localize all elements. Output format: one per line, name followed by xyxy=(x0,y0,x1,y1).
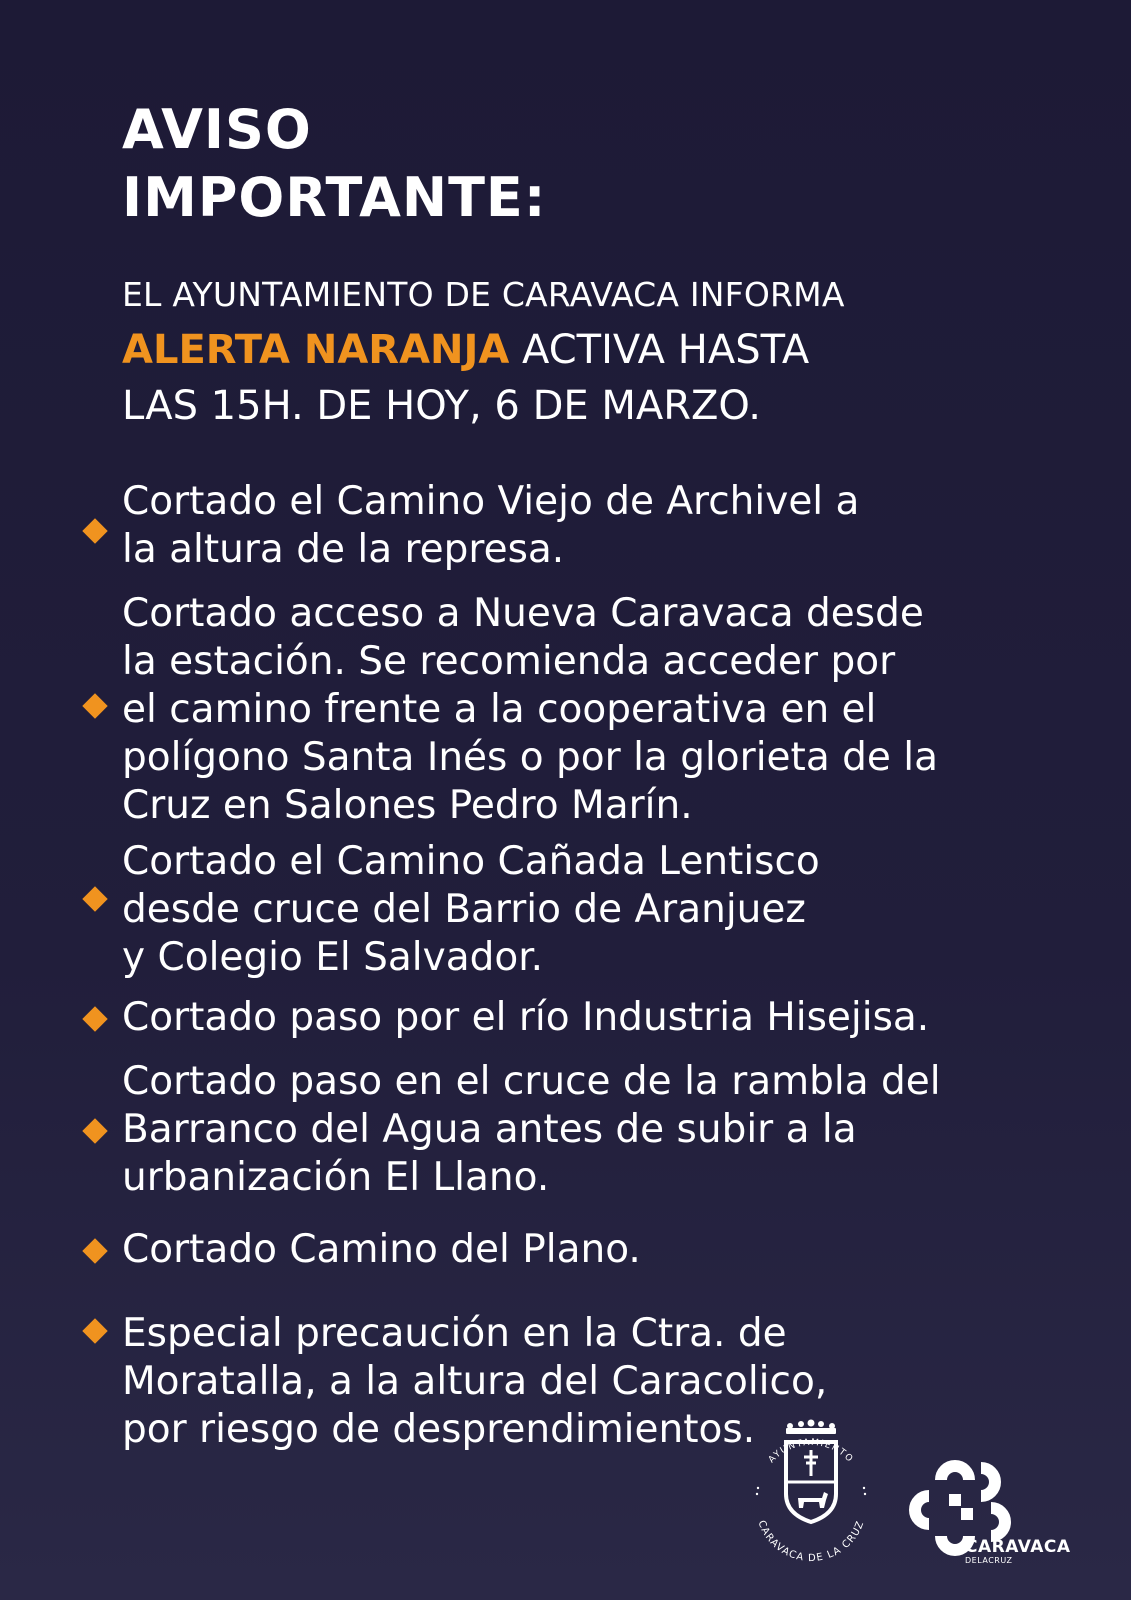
list-item-line: urbanización El Llano. xyxy=(122,1155,550,1200)
seal-text-top: AYUNTAMIENTO xyxy=(766,1437,856,1466)
list-item-line: la estación. Se recomienda acceder por xyxy=(122,639,896,684)
intro-block xyxy=(122,272,845,434)
intro-line-2 xyxy=(122,322,845,378)
title-line-2: IMPORTANTE: xyxy=(122,166,547,229)
list-item-line: Cortado el Camino Cañada Lentisco xyxy=(122,839,820,884)
intro-line-3: LAS 15H. DE HOY, 6 DE MARZO. xyxy=(122,383,762,429)
ayuntamiento-seal-logo xyxy=(746,1418,876,1568)
notice-title xyxy=(122,96,546,232)
brand-subtitle: DELACRUZ xyxy=(965,1556,1013,1565)
list-item-line: Cruz en Salones Pedro Marín. xyxy=(122,783,693,828)
list-item-line: Cortado paso por el río Industria Hisejisa. xyxy=(122,995,930,1040)
list-item xyxy=(122,590,1122,830)
bullet-diamond-icon xyxy=(82,1006,107,1031)
list-item-line: Cortado Camino del Plano. xyxy=(122,1227,641,1272)
list-item xyxy=(122,838,1122,982)
bullet-diamond-icon xyxy=(82,1238,107,1263)
title-line-1: AVISO xyxy=(122,98,312,161)
bullet-diamond-icon xyxy=(82,518,107,543)
list-item-line: Barranco del Agua antes de subir a la xyxy=(122,1107,857,1152)
alert-level: ALERTA NARANJA xyxy=(122,327,510,373)
list-item-line: Cortado el Camino Viejo de Archivel a xyxy=(122,479,860,524)
list-item-line: desde cruce del Barrio de Aranjuez xyxy=(122,887,806,932)
bullet-diamond-icon xyxy=(82,1318,107,1343)
list-item xyxy=(122,994,1122,1042)
list-item-line: el camino frente a la cooperativa en el xyxy=(122,687,877,732)
bullet-diamond-icon xyxy=(82,1118,107,1143)
svg-text:CARAVACA DE LA CRUZ xyxy=(755,1519,866,1564)
list-item-line: y Colegio El Salvador. xyxy=(122,935,544,980)
bullet-diamond-icon xyxy=(82,886,107,911)
list-item-line: Moratalla, a la altura del Caracolico, xyxy=(122,1359,828,1404)
seal-text-bottom: CARAVACA DE LA CRUZ xyxy=(755,1519,867,1565)
list-item xyxy=(122,478,1122,574)
list-item-line: Especial precaución en la Ctra. de xyxy=(122,1311,787,1356)
list-item xyxy=(122,1226,1122,1274)
bullet-diamond-icon xyxy=(82,693,107,718)
intro-line-2-rest: ACTIVA HASTA xyxy=(509,327,810,373)
list-item-line: polígono Santa Inés o por la glorieta de la xyxy=(122,735,938,780)
list-item xyxy=(122,1058,1122,1202)
list-item-line: la altura de la represa. xyxy=(122,527,565,572)
intro-line-1: EL AYUNTAMIENTO DE CARAVACA INFORMA xyxy=(122,275,845,314)
list-item-line: Cortado acceso a Nueva Caravaca desde xyxy=(122,591,924,636)
list-item-line: Cortado paso en el cruce de la rambla del xyxy=(122,1059,941,1104)
list-item-line: por riesgo de desprendimientos. xyxy=(122,1407,756,1452)
brand-name: CARAVACA xyxy=(965,1537,1071,1557)
